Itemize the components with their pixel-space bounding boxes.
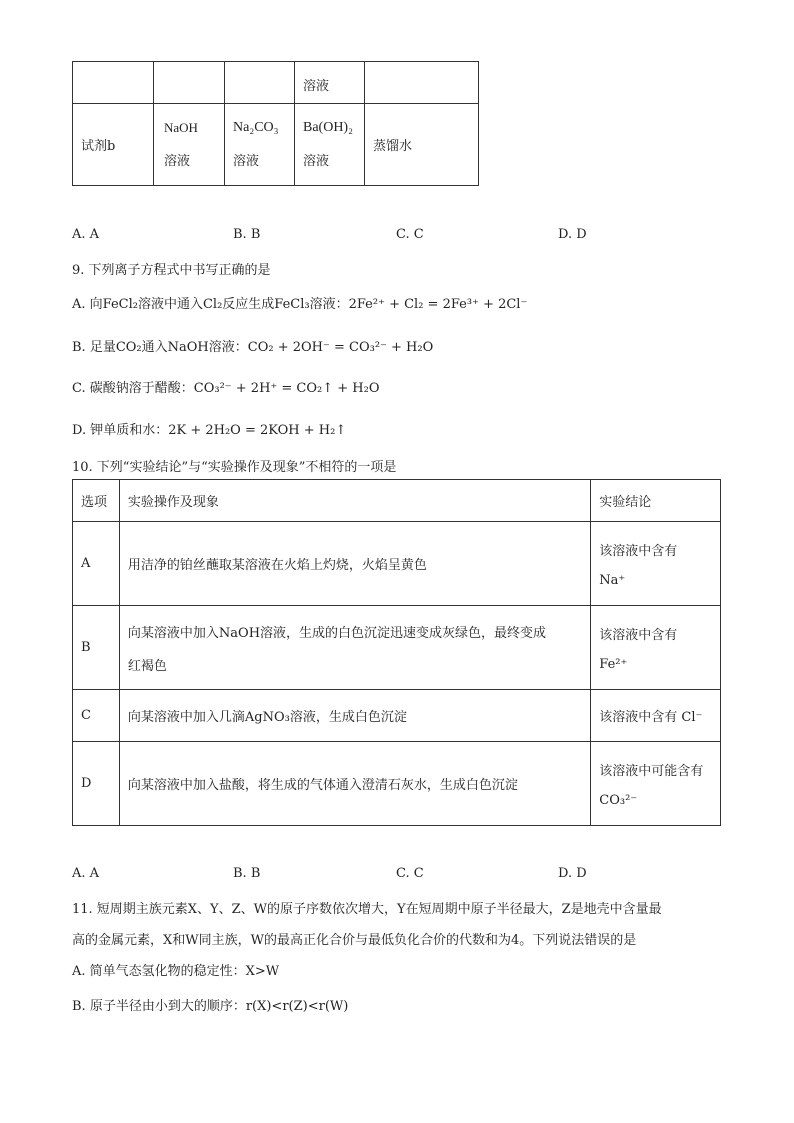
table-cell: A — [73, 522, 120, 606]
q9-option-d[interactable]: D. 钾单质和水：2K + 2H₂O = 2KOH + H₂↑ — [72, 423, 347, 438]
table-cell: Ba(OH)₂ 溶液 — [295, 104, 365, 186]
table-cell: 该溶液中含有 Na⁺ — [591, 522, 721, 606]
table-header: 实验操作及现象 — [119, 480, 590, 522]
table-row — [73, 742, 721, 826]
q10-option-b[interactable]: B. B — [233, 866, 261, 881]
table-cell — [225, 62, 295, 104]
table-cell: 向某溶液中加入盐酸，将生成的气体通入澄清石灰水，生成白色沉淀 — [119, 742, 590, 826]
table-row — [73, 690, 721, 742]
table-cell: 该溶液中可能含有 CO₃²⁻ — [591, 742, 721, 826]
table-cell: 向某溶液中加入几滴AgNO₃溶液，生成白色沉淀 — [119, 690, 590, 742]
table-cell: NaOH 溶液 — [154, 104, 225, 186]
table-cell: 该溶液中含有 Fe²⁺ — [591, 606, 721, 690]
option-d[interactable]: D. D — [558, 227, 587, 242]
question-9-stem: 9. 下列离子方程式中书写正确的是 — [72, 263, 271, 278]
table-cell: 蒸馏水 — [365, 104, 479, 186]
table-cell: 向某溶液中加入NaOH溶液，生成的白色沉淀迅速变成灰绿色，最终变成 红褐色 — [119, 606, 590, 690]
q9-option-b[interactable]: B. 足量CO₂通入NaOH溶液：CO₂ + 2OH⁻ = CO₃²⁻ + H₂O — [72, 340, 434, 355]
reagent-table — [72, 61, 479, 186]
q10-option-c[interactable]: C. C — [396, 866, 424, 881]
q10-option-d[interactable]: D. D — [558, 866, 587, 881]
table-cell: 试剂b — [73, 104, 154, 186]
question-11-stem-line2: 高的金属元素，X和W同主族，W的最高正化合价与最低负化合价的代数和为4。下列说法错误的是 — [72, 933, 637, 948]
table-cell — [154, 62, 225, 104]
table-cell: C — [73, 690, 120, 742]
q9-option-a[interactable]: A. 向FeCl₂溶液中通入Cl₂反应生成FeCl₃溶液：2Fe²⁺ + Cl₂ = 2Fe³⁺ + 2Cl⁻ — [72, 297, 528, 312]
experiment-table — [72, 479, 721, 826]
q10-option-a[interactable]: A. A — [72, 866, 100, 881]
table-row — [73, 606, 721, 690]
option-c[interactable]: C. C — [396, 227, 424, 242]
table-cell — [73, 62, 154, 104]
table-row — [73, 522, 721, 606]
option-a[interactable]: A. A — [72, 227, 100, 242]
q11-option-a[interactable]: A. 简单气态氢化物的稳定性：X>W — [72, 964, 280, 979]
table-cell: 溶液 — [295, 62, 365, 104]
table-cell: D — [73, 742, 120, 826]
question-11-stem-line1: 11. 短周期主族元素X、Y、Z、W的原子序数依次增大，Y在短周期中原子半径最大，Z是地壳中含量最 — [72, 902, 662, 917]
table-cell — [365, 62, 479, 104]
q9-option-c[interactable]: C. 碳酸钠溶于醋酸：CO₃²⁻ + 2H⁺ = CO₂↑ + H₂O — [72, 381, 380, 396]
q11-option-b[interactable]: B. 原子半径由小到大的顺序：r(X)<r(Z)<r(W) — [72, 999, 349, 1014]
option-b[interactable]: B. B — [233, 227, 261, 242]
question-10-stem: 10. 下列“实验结论”与“实验操作及现象”不相符的一项是 — [72, 460, 397, 475]
table-header: 选项 — [73, 480, 120, 522]
table-cell: 该溶液中含有 Cl⁻ — [591, 690, 721, 742]
table-cell: B — [73, 606, 120, 690]
table-cell: Na₂CO₃ 溶液 — [225, 104, 295, 186]
table-cell: 用洁净的铂丝蘸取某溶液在火焰上灼烧，火焰呈黄色 — [119, 522, 590, 606]
table-header: 实验结论 — [591, 480, 721, 522]
